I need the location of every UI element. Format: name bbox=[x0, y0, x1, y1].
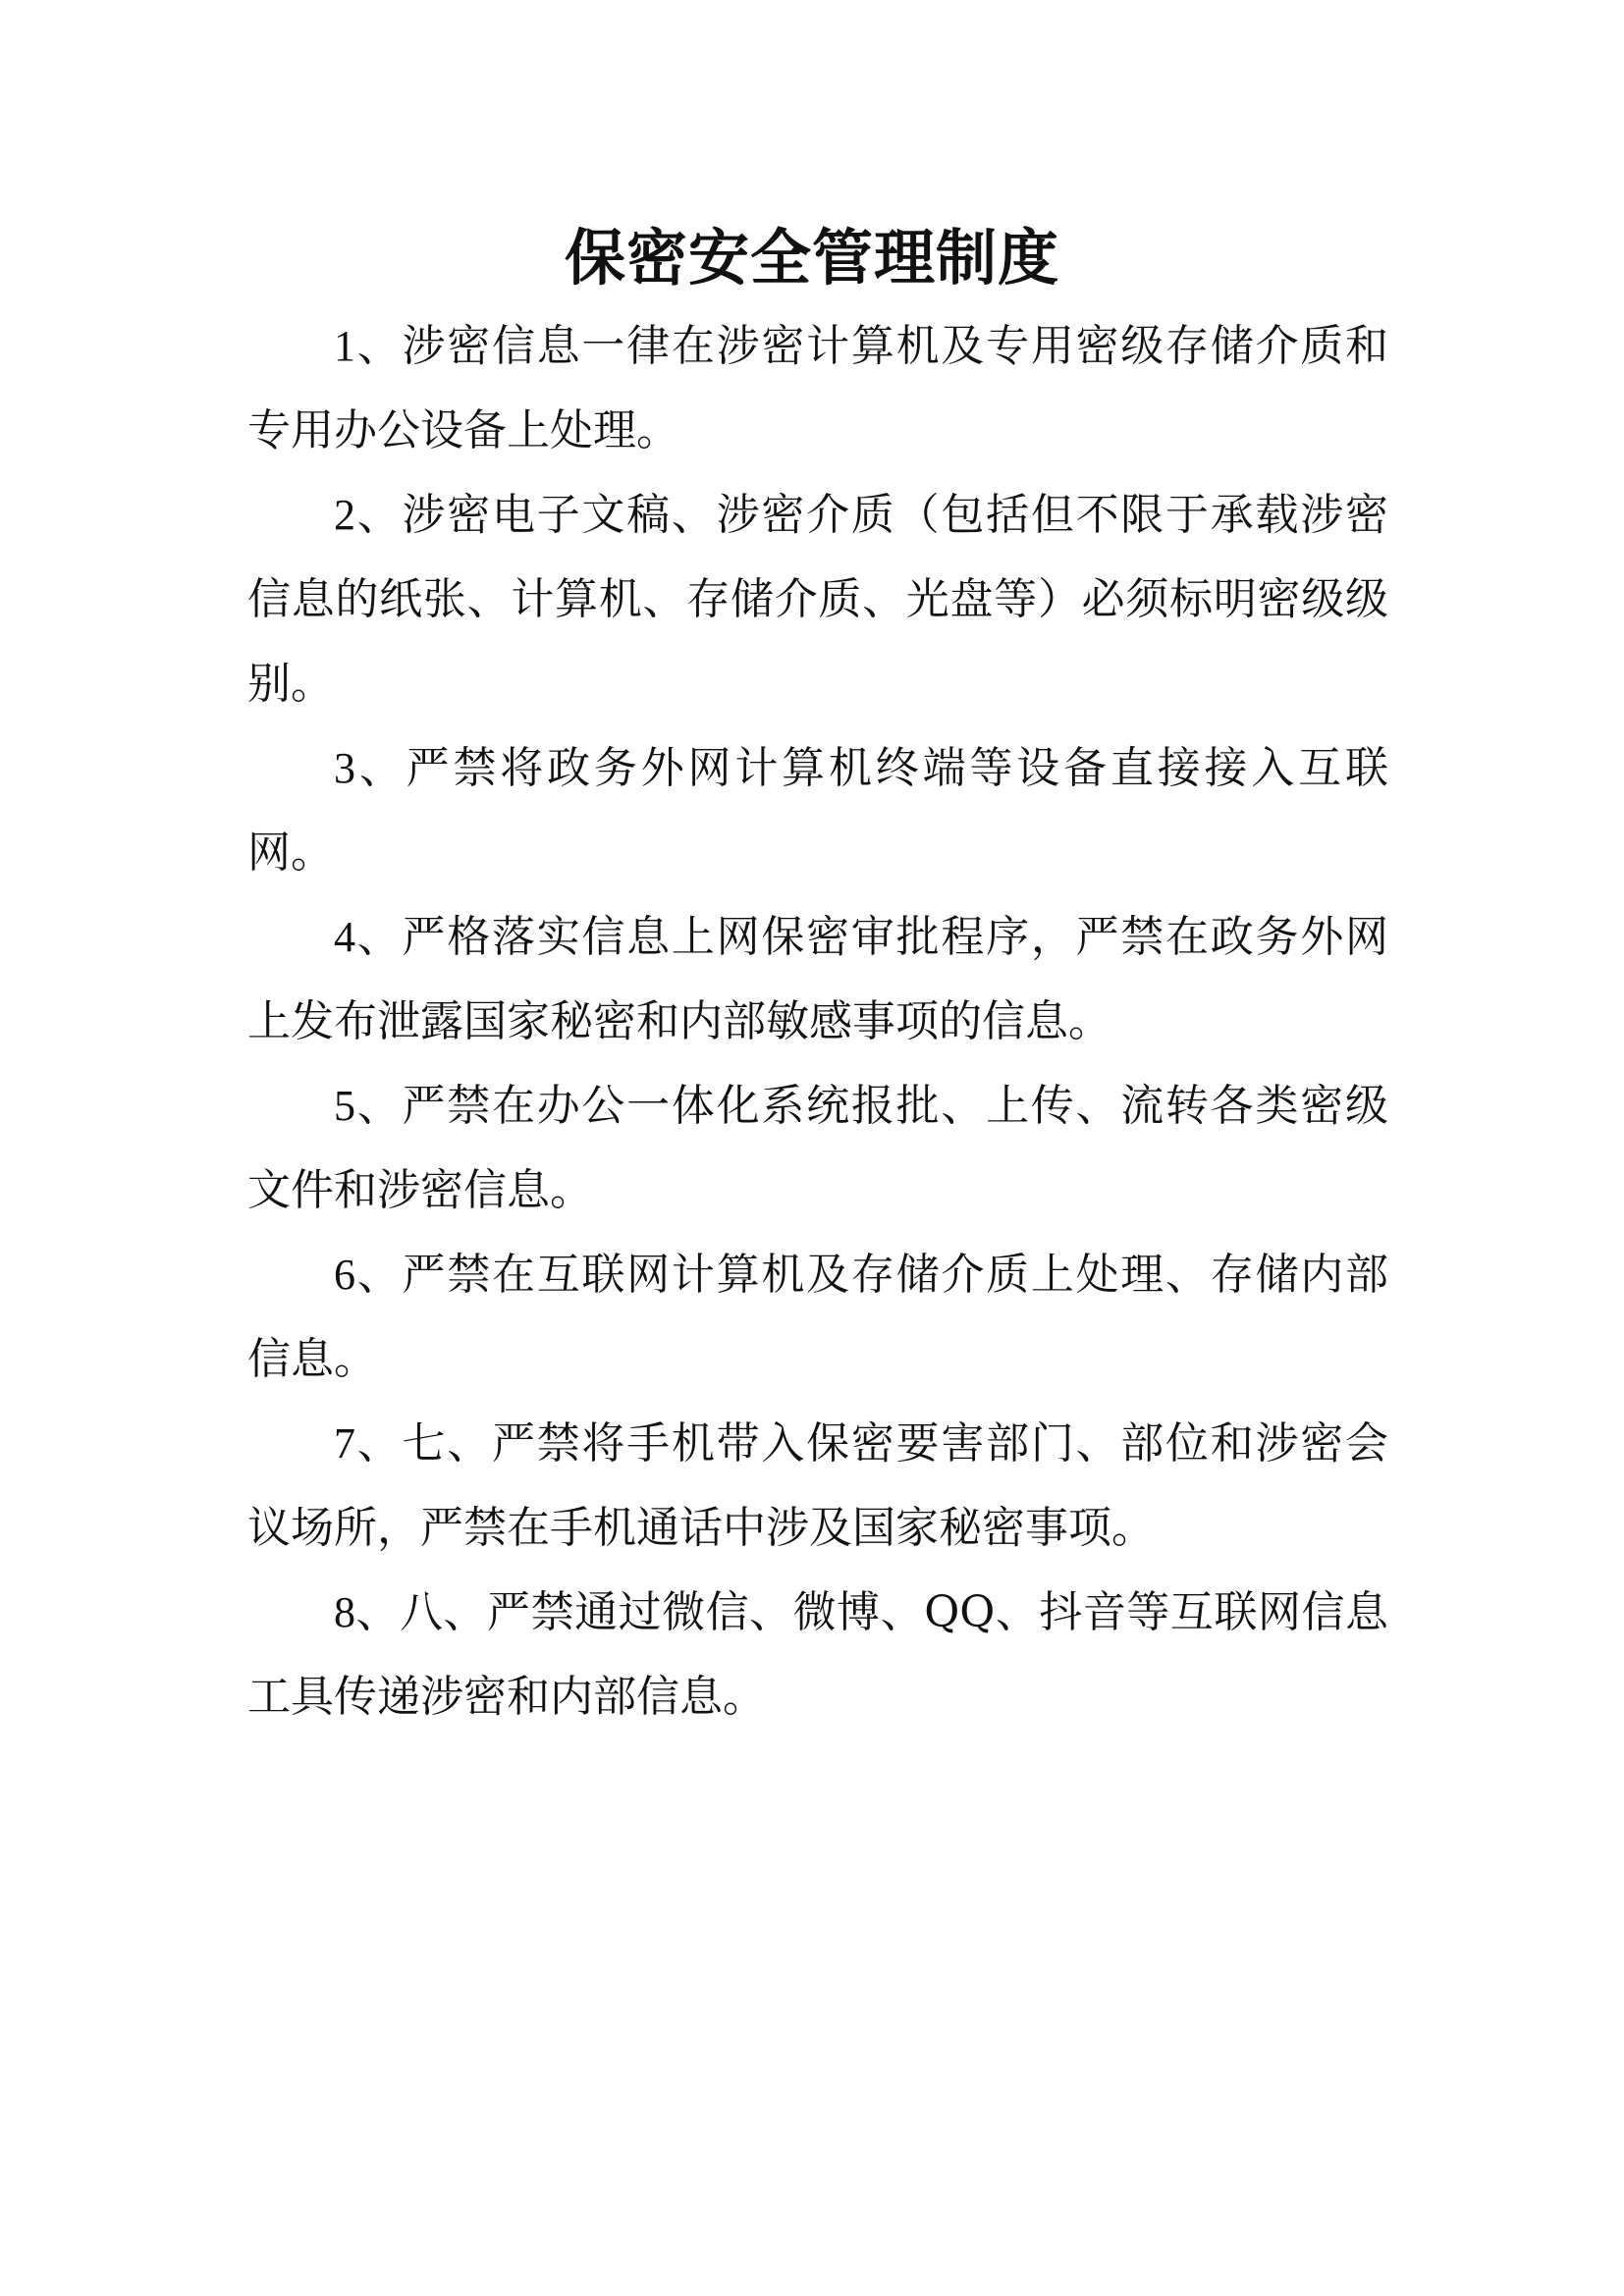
clause-5 bbox=[247, 1064, 1388, 1233]
clause-text: 、严格落实信息上网保密审批程序，严禁在政务外网上发布泄露国家秘密和内部敏感事项的信息。 bbox=[247, 912, 1388, 1046]
clause-text: 、严禁在办公一体化系统报批、上传、流转各类密级文件和涉密信息。 bbox=[247, 1081, 1388, 1215]
clause-1 bbox=[247, 304, 1388, 473]
clause-number: 2 bbox=[334, 491, 355, 539]
clause-2 bbox=[247, 473, 1388, 726]
clause-text: 、严禁在互联网计算机及存储介质上处理、存储内部信息。 bbox=[247, 1250, 1388, 1384]
clause-7 bbox=[247, 1402, 1388, 1571]
clause-number: 1 bbox=[334, 322, 355, 370]
clause-number: 6 bbox=[334, 1251, 355, 1299]
clause-6 bbox=[247, 1233, 1388, 1402]
document-body bbox=[247, 304, 1388, 1739]
clause-number: 3 bbox=[334, 744, 355, 792]
clause-8 bbox=[247, 1571, 1388, 1739]
page-title: 保密安全管理制度 bbox=[564, 222, 1059, 294]
clause-number: 8 bbox=[334, 1588, 355, 1636]
clause-number: 5 bbox=[334, 1082, 355, 1130]
clause-number: 4 bbox=[334, 913, 355, 961]
clause-text: 、七、严禁将手机带入保密要害部门、部位和涉密会议场所，严禁在手机通话中涉及国家秘密事项。 bbox=[247, 1418, 1388, 1553]
clause-4 bbox=[247, 895, 1388, 1064]
clause-text: 、八、严禁通过微信、微博、QQ、抖音等互联网信息工具传递涉密和内部信息。 bbox=[247, 1587, 1388, 1722]
clause-text: 、涉密电子文稿、涉密介质（包括但不限于承载涉密信息的纸张、计算机、存储介质、光盘等）必须标明密级级别。 bbox=[247, 490, 1388, 709]
clause-text: 、严禁将政务外网计算机终端等设备直接接入互联网。 bbox=[247, 743, 1388, 878]
clause-3 bbox=[247, 726, 1388, 895]
clause-text: 、涉密信息一律在涉密计算机及专用密级存储介质和专用办公设备上处理。 bbox=[247, 321, 1388, 455]
clause-number: 7 bbox=[334, 1419, 355, 1468]
